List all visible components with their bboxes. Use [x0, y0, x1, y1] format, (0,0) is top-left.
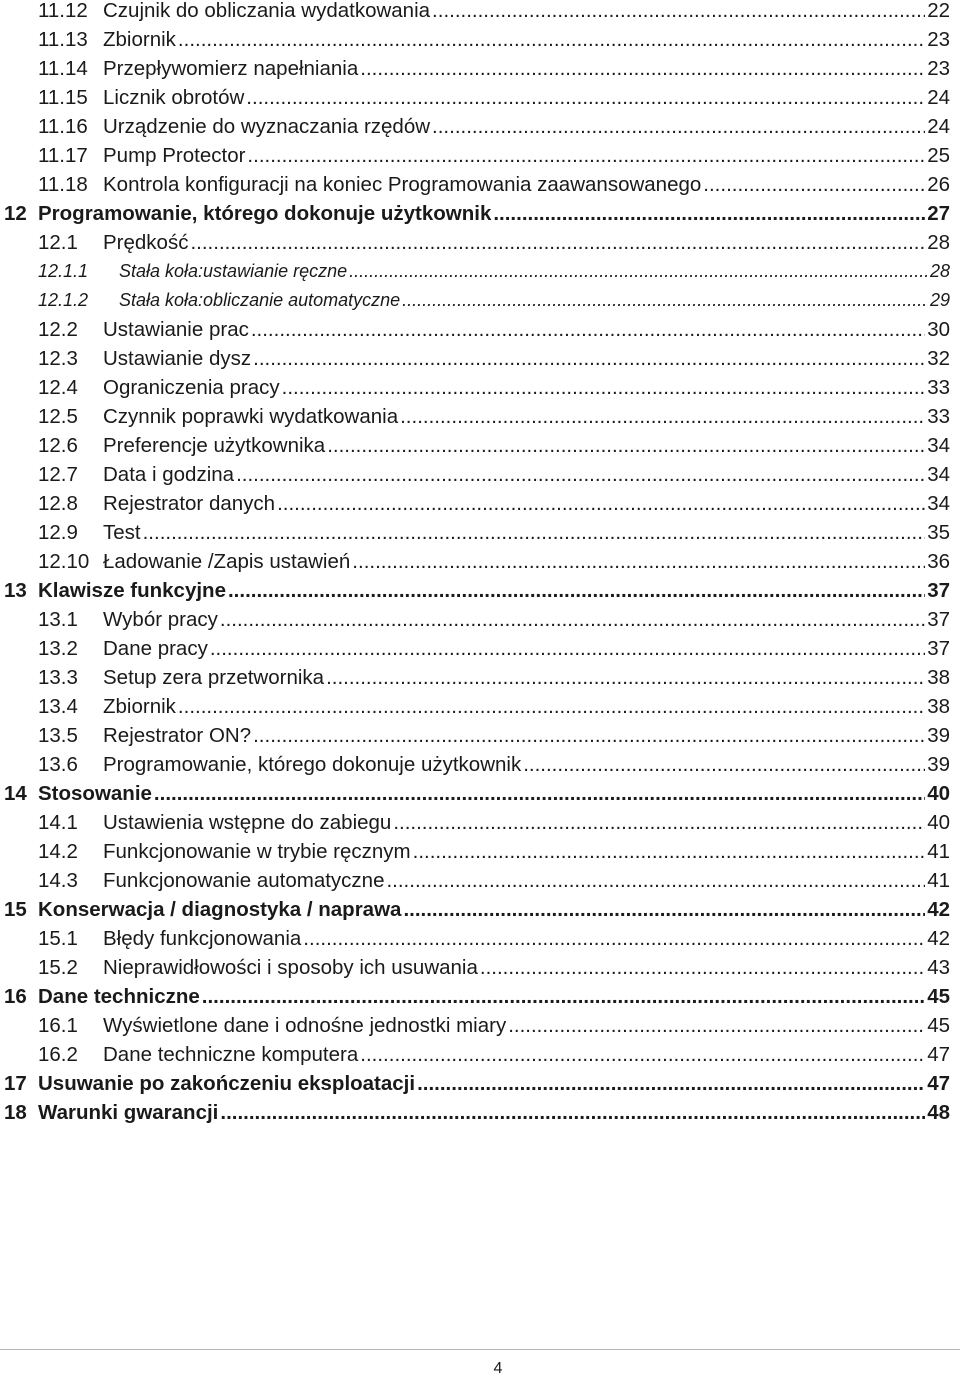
toc-number: 13 [4, 579, 27, 602]
toc-number: 11.17 [38, 144, 88, 167]
dot-leader [480, 953, 925, 982]
toc-page: 26 [925, 170, 950, 199]
toc-page: 34 [925, 460, 950, 489]
toc-title: Rejestrator ON? [103, 721, 253, 750]
dot-leader [432, 0, 925, 25]
toc-page: 33 [925, 373, 950, 402]
toc-title: Prędkość [103, 228, 190, 257]
toc-title: Czynnik poprawki wydatkowania [103, 402, 400, 431]
dot-leader [277, 489, 925, 518]
toc-number: 13.5 [38, 724, 78, 747]
toc-page: 22 [925, 0, 950, 25]
toc-number: 12.7 [38, 463, 78, 486]
toc-title: Wybór pracy [103, 605, 220, 634]
toc-number: 12.1 [38, 231, 78, 254]
toc-number: 12.1.2 [38, 290, 89, 310]
toc-number: 13.1 [38, 608, 78, 631]
dot-leader [703, 170, 925, 199]
footer-divider [0, 1349, 960, 1350]
toc-number: 18 [4, 1101, 27, 1124]
toc-entry[interactable] [0, 228, 960, 257]
toc-title: Funkcjonowanie w trybie ręcznym [103, 837, 413, 866]
toc-entry[interactable] [0, 83, 960, 112]
toc-number: 11.12 [38, 0, 88, 22]
toc-entry[interactable] [0, 547, 960, 576]
toc-page: 23 [925, 54, 950, 83]
toc-entry[interactable] [0, 344, 960, 373]
toc-title: Dane techniczne [38, 982, 202, 1011]
dot-leader [246, 83, 925, 112]
toc-title: Ustawienia wstępne do zabiegu [103, 808, 393, 837]
toc-title: Klawisze funkcyjne [38, 576, 228, 605]
toc-title: Stała koła:obliczanie automatyczne [119, 286, 402, 315]
toc-page: 41 [925, 837, 950, 866]
toc-title: Zbiornik [103, 692, 178, 721]
toc-number: 12.9 [38, 521, 78, 544]
toc-entry[interactable] [0, 1011, 960, 1040]
dot-leader [417, 1069, 925, 1098]
toc-number: 13.3 [38, 666, 78, 689]
dot-leader [403, 895, 925, 924]
toc-chapter[interactable] [0, 779, 960, 808]
toc-page: 30 [925, 315, 950, 344]
toc-title: Zbiornik [103, 25, 178, 54]
toc-page: 38 [925, 692, 950, 721]
toc-number: 15 [4, 898, 27, 921]
toc-number: 11.14 [38, 57, 88, 80]
toc-entry[interactable] [0, 634, 960, 663]
toc-page: 37 [925, 605, 950, 634]
toc-title: Stała koła:ustawianie ręczne [119, 257, 349, 286]
dot-leader [210, 634, 925, 663]
toc-page: 39 [925, 721, 950, 750]
toc-title: Setup zera przetwornika [103, 663, 326, 692]
toc-number: 17 [4, 1072, 27, 1095]
toc-number: 12.10 [38, 550, 90, 573]
toc-entry[interactable] [0, 837, 960, 866]
dot-leader [154, 779, 925, 808]
toc-page: 42 [925, 895, 950, 924]
toc-number: 14.1 [38, 811, 78, 834]
toc-entry[interactable] [0, 663, 960, 692]
toc-number: 16 [4, 985, 27, 1008]
toc-page: 42 [925, 924, 950, 953]
toc-page: 34 [925, 489, 950, 518]
toc-title: Stosowanie [38, 779, 154, 808]
toc-entry[interactable] [0, 315, 960, 344]
toc-page: 45 [925, 1011, 950, 1040]
toc-page: 36 [925, 547, 950, 576]
toc-page: 35 [925, 518, 950, 547]
toc-page: 28 [928, 257, 950, 286]
toc-title: Wyświetlone dane i odnośne jednostki miary [103, 1011, 508, 1040]
dot-leader [326, 663, 925, 692]
toc-entry[interactable] [0, 431, 960, 460]
toc-title: Błędy funkcjonowania [103, 924, 303, 953]
dot-leader [352, 547, 925, 576]
dot-leader [236, 460, 925, 489]
toc-chapter[interactable] [0, 1098, 960, 1127]
toc-page: 34 [925, 431, 950, 460]
dot-leader [178, 25, 925, 54]
toc-title: Test [103, 518, 143, 547]
toc-title: Ładowanie /Zapis ustawień [103, 547, 352, 576]
dot-leader [220, 605, 925, 634]
toc-title: Urządzenie do wyznaczania rzędów [103, 112, 432, 141]
dot-leader [349, 257, 928, 286]
toc-title: Warunki gwarancji [38, 1098, 220, 1127]
toc-title: Programowanie, którego dokonuje użytkownik [103, 750, 523, 779]
dot-leader [400, 402, 925, 431]
dot-leader [413, 837, 926, 866]
toc-entry[interactable] [0, 489, 960, 518]
dot-leader [143, 518, 926, 547]
toc-title: Konserwacja / diagnostyka / naprawa [38, 895, 403, 924]
toc-page: 25 [925, 141, 950, 170]
dot-leader [228, 576, 925, 605]
toc-page: 27 [925, 199, 950, 228]
toc-number: 12.6 [38, 434, 78, 457]
toc-number: 12 [4, 202, 27, 225]
toc-title: Przepływomierz napełniania [103, 54, 360, 83]
dot-leader [360, 1040, 925, 1069]
toc-number: 11.13 [38, 28, 88, 51]
dot-leader [402, 286, 928, 315]
toc-number: 12.1.1 [38, 261, 89, 281]
toc-page: 24 [925, 83, 950, 112]
toc-page: 47 [925, 1040, 950, 1069]
toc-page: 39 [925, 750, 950, 779]
dot-leader [493, 199, 925, 228]
dot-leader [386, 866, 925, 895]
toc-page: 23 [925, 25, 950, 54]
toc-entry[interactable] [0, 1040, 960, 1069]
toc-title: Nieprawidłowości i sposoby ich usuwania [103, 953, 480, 982]
dot-leader [253, 721, 925, 750]
toc-title: Funkcjonowanie automatyczne [103, 866, 386, 895]
toc-entry[interactable] [0, 953, 960, 982]
toc-title: Preferencje użytkownika [103, 431, 327, 460]
toc-number: 14 [4, 782, 27, 805]
toc-page: 37 [925, 576, 950, 605]
toc-number: 13.4 [38, 695, 78, 718]
toc-entry[interactable] [0, 808, 960, 837]
toc-chapter[interactable] [0, 1069, 960, 1098]
toc-number: 12.8 [38, 492, 78, 515]
dot-leader [508, 1011, 925, 1040]
toc-title: Ograniczenia pracy [103, 373, 282, 402]
toc-chapter[interactable] [0, 576, 960, 605]
toc-entry[interactable] [0, 402, 960, 431]
toc-entry[interactable] [0, 518, 960, 547]
toc-number: 16.2 [38, 1043, 78, 1066]
toc-entry[interactable] [0, 605, 960, 634]
toc-title: Usuwanie po zakończeniu eksploatacji [38, 1069, 417, 1098]
toc-number: 11.15 [38, 86, 88, 109]
toc-number: 14.3 [38, 869, 78, 892]
toc-page: 41 [925, 866, 950, 895]
dot-leader [190, 228, 925, 257]
toc-number: 12.3 [38, 347, 78, 370]
toc-page: 47 [925, 1069, 950, 1098]
toc-page: 38 [925, 663, 950, 692]
toc-number: 13.6 [38, 753, 78, 776]
toc-page: 43 [925, 953, 950, 982]
toc-number: 14.2 [38, 840, 78, 863]
toc-entry[interactable] [0, 54, 960, 83]
toc-page: 40 [925, 808, 950, 837]
dot-leader [247, 141, 925, 170]
dot-leader [523, 750, 925, 779]
toc-entry[interactable] [0, 924, 960, 953]
dot-leader [327, 431, 925, 460]
toc-number: 12.5 [38, 405, 78, 428]
toc-entry[interactable] [0, 866, 960, 895]
toc-entry[interactable] [0, 141, 960, 170]
toc-chapter[interactable] [0, 895, 960, 924]
toc-title: Ustawianie prac [103, 315, 251, 344]
toc-title: Programowanie, którego dokonuje użytkownik [38, 199, 493, 228]
dot-leader [178, 692, 925, 721]
toc-number: 11.18 [38, 173, 88, 196]
toc-title: Pump Protector [103, 141, 247, 170]
toc-entry[interactable] [0, 0, 960, 25]
dot-leader [393, 808, 925, 837]
toc-title: Ustawianie dysz [103, 344, 253, 373]
dot-leader [432, 112, 925, 141]
dot-leader [220, 1098, 925, 1127]
toc-page: 33 [925, 402, 950, 431]
toc-number: 12.2 [38, 318, 78, 341]
toc-number: 11.16 [38, 115, 88, 138]
toc-subentry[interactable] [0, 286, 960, 315]
toc-page: 40 [925, 779, 950, 808]
toc-number: 16.1 [38, 1014, 78, 1037]
dot-leader [202, 982, 925, 1011]
dot-leader [360, 54, 925, 83]
dot-leader [253, 344, 925, 373]
toc-page: 24 [925, 112, 950, 141]
toc-entry[interactable] [0, 373, 960, 402]
toc-title: Data i godzina [103, 460, 236, 489]
toc-page: 28 [925, 228, 950, 257]
toc-title: Dane techniczne komputera [103, 1040, 360, 1069]
toc-number: 12.4 [38, 376, 78, 399]
toc-page: 48 [925, 1098, 950, 1127]
toc-chapter[interactable] [0, 199, 960, 228]
toc-entry[interactable] [0, 721, 960, 750]
toc-page: 45 [925, 982, 950, 1011]
toc-title: Kontrola konfiguracji na koniec Programowania zaawansowanego [103, 170, 703, 199]
toc-title: Czujnik do obliczania wydatkowania [103, 0, 432, 25]
toc-entry[interactable] [0, 750, 960, 779]
toc-entry[interactable] [0, 460, 960, 489]
toc-number: 13.2 [38, 637, 78, 660]
toc-title: Rejestrator danych [103, 489, 277, 518]
toc-number: 15.1 [38, 927, 78, 950]
toc-entry[interactable] [0, 25, 960, 54]
toc-page: 32 [925, 344, 950, 373]
toc-number: 15.2 [38, 956, 78, 979]
toc-entry[interactable] [0, 692, 960, 721]
toc-title: Licznik obrotów [103, 83, 246, 112]
toc-entry[interactable] [0, 170, 960, 199]
toc-subentry[interactable] [0, 257, 960, 286]
toc-entry[interactable] [0, 112, 960, 141]
toc-title: Dane pracy [103, 634, 210, 663]
dot-leader [251, 315, 925, 344]
toc-page: 37 [925, 634, 950, 663]
dot-leader [282, 373, 926, 402]
page-number: 4 [493, 1360, 503, 1377]
toc-page: 29 [928, 286, 950, 315]
toc-chapter[interactable] [0, 982, 960, 1011]
dot-leader [303, 924, 925, 953]
